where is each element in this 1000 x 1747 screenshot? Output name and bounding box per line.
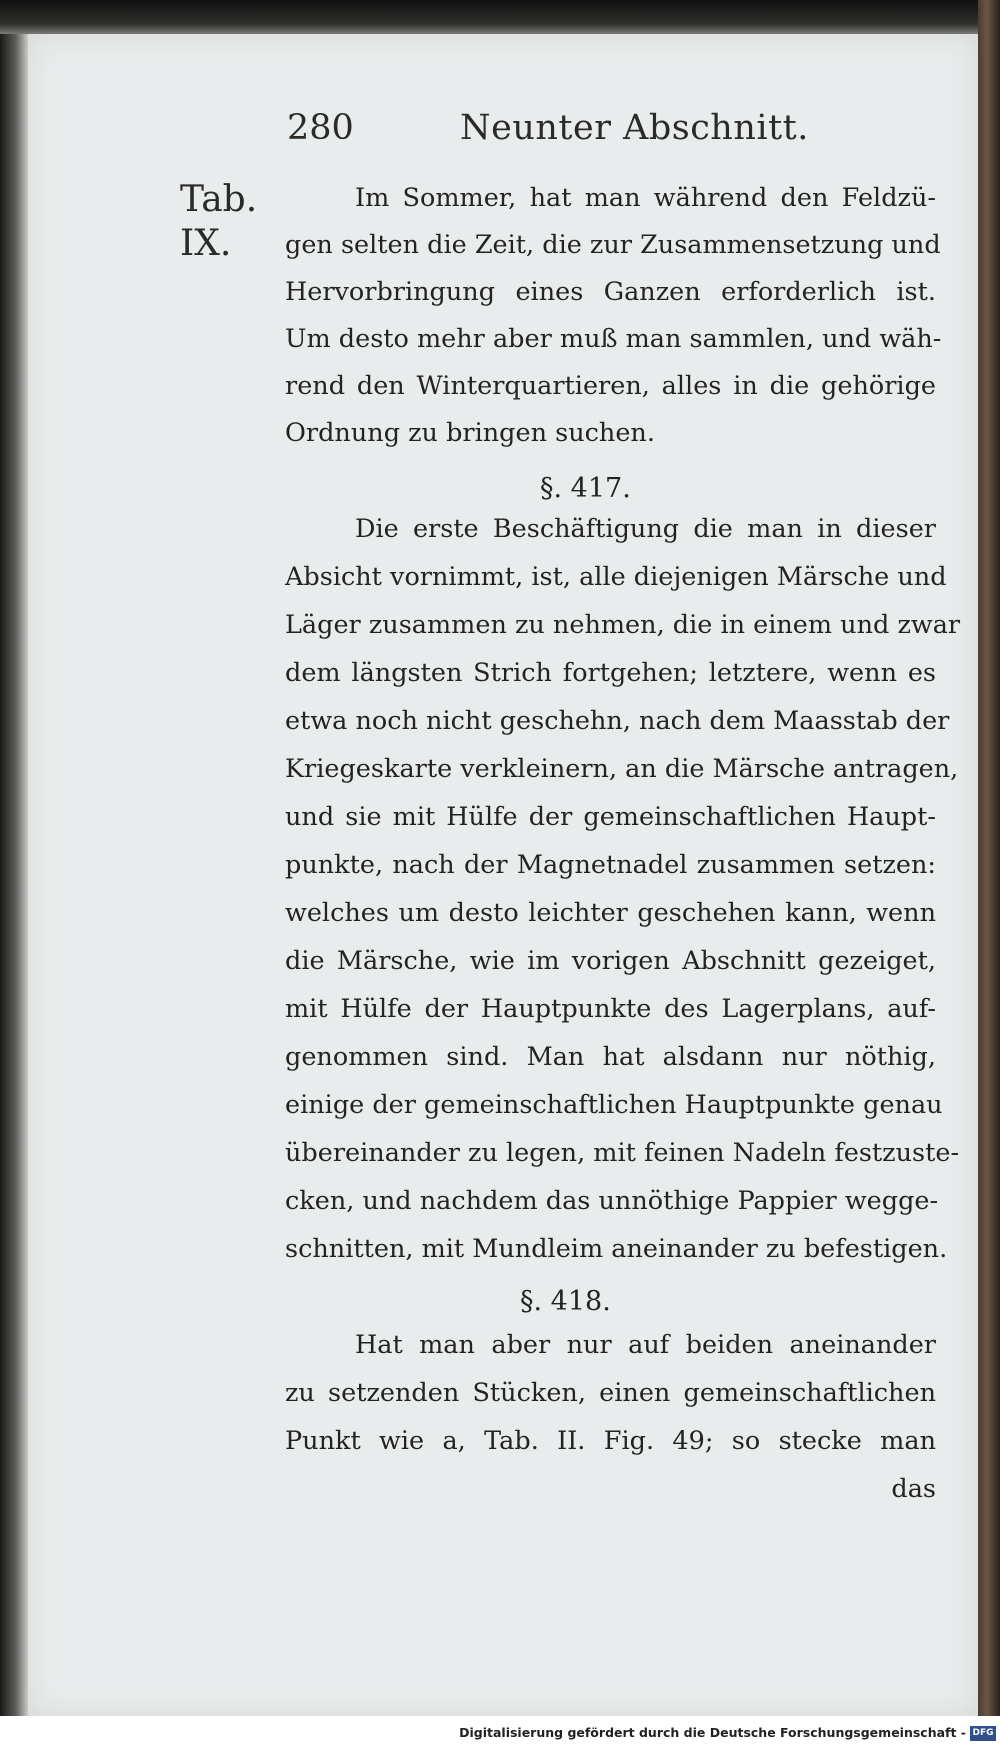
text-line: Hat man aber nur auf beiden aneinander [355,1330,936,1360]
margin-note-tab: Tab. [180,179,258,220]
dfg-logo-icon: DFG [970,1726,996,1741]
text-line: Ordnung zu bringen suchen. [285,418,655,448]
text-line: etwa noch nicht geschehn, nach dem Maasstab der [285,706,950,736]
book-spine-edge [0,34,28,1716]
text-line: Um desto mehr aber muß man sammlen, und wäh- [285,324,942,354]
text-line: übereinander zu legen, mit feinen Nadeln festzuste- [285,1138,960,1168]
catchword: das [891,1474,936,1504]
text-line: punkte, nach der Magnetnadel zusammen setzen: [285,850,936,880]
text-line: Die erste Beschäftigung die man in dieser [355,514,936,544]
text-line: schnitten, mit Mundleim aneinander zu befestigen. [285,1234,948,1264]
text-line: zu setzenden Stücken, einen gemeinschaftlichen [285,1378,936,1408]
text-line: cken, und nachdem das unnöthige Pappier wegge- [285,1186,939,1216]
text-line: Absicht vornimmt, ist, alle diejenigen Märsche und [285,562,947,592]
scan-top-edge [0,0,978,34]
text-line: dem längsten Strich fortgehen; letztere, wenn es [285,658,936,688]
section-heading: §. 418. [520,1286,611,1317]
running-title: Neunter Abschnitt. [460,108,809,148]
text-line: die Märsche, wie im vorigen Abschnitt gezeiget, [285,946,936,976]
text-line: Hervorbringung eines Ganzen erforderlich ist. [285,277,936,307]
text-line: Kriegeskarte verkleinern, an die Märsche antragen, [285,754,959,784]
text-line: welches um desto leichter geschehen kann, wenn [285,898,936,928]
text-line: Im Sommer, hat man während den Feldzü- [355,183,936,213]
text-line: mit Hülfe der Hauptpunkte des Lagerplans, auf- [285,994,936,1024]
book-cover-edge [978,0,1000,1747]
text-line: Läger zusammen zu nehmen, die in einem und zwar [285,610,961,640]
text-line: rend den Winterquartieren, alles in die gehörige [285,371,936,401]
digitization-credit: Digitalisierung gefördert durch die Deutsche Forschungsgemeinschaft - [459,1725,966,1740]
page-number: 280 [287,108,354,148]
text-line: und sie mit Hülfe der gemeinschaftlichen Haupt- [285,802,936,832]
section-heading: §. 417. [540,473,631,504]
text-line: genommen sind. Man hat alsdann nur nöthig, [285,1042,936,1072]
text-line: einige der gemeinschaftlichen Hauptpunkte genau [285,1090,943,1120]
text-line: Punkt wie a, Tab. II. Fig. 49; so stecke man [285,1426,936,1456]
text-line: gen selten die Zeit, die zur Zusammensetzung und [285,230,941,260]
margin-note-plate: IX. [180,223,232,264]
